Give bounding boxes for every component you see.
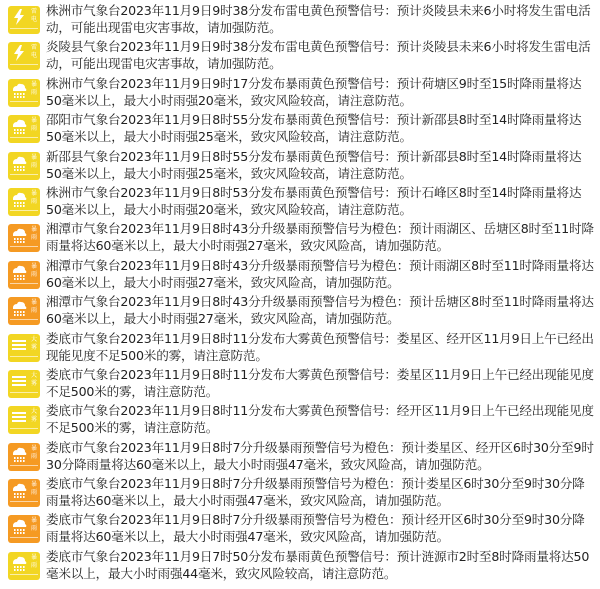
fog-icon (8, 406, 40, 434)
warning-text: 娄底市气象台2023年11月9日8时7分升级暴雨预警信号为橙色：预计娄星区、经开区6时30分至9时30分降雨量将达60毫米以上，最大小时雨强47毫米，致灾风险高，请加强防范。 (46, 439, 594, 472)
rainstorm-icon (8, 552, 40, 580)
badge-label: 暴雨 (30, 517, 37, 533)
badge-label: 雷电 (30, 44, 37, 60)
badge-label: 大雾 (30, 408, 37, 424)
warning-item[interactable] (0, 2, 600, 38)
warning-text: 邵阳市气象台2023年11月9日8时55分发布暴雨黄色预警信号：预计新邵县8时至14时降雨量将达50毫米以上，最大小时雨强25毫米，致灾风险较高，请注意防范。 (46, 112, 582, 145)
badge-label: 暴雨 (30, 299, 37, 315)
warning-text: 湘潭市气象台2023年11月9日8时43分升级暴雨预警信号为橙色：预计雨湖区8时至11时降雨量将达60毫米以上，最大小时雨强27毫米，致灾风险高，请加强防范。 (46, 257, 594, 290)
badge-label: 暴雨 (30, 444, 37, 460)
rainstorm-icon (8, 152, 40, 180)
warning-text: 湘潭市气象台2023年11月9日8时43分升级暴雨预警信号为橙色：预计岳塘区8时至11时降雨量将达60毫米以上，最大小时雨强27毫米，致灾风险高，请加强防范。 (46, 294, 594, 327)
warning-text: 株洲市气象台2023年11月9日8时53分发布暴雨黄色预警信号：预计石峰区8时至14时降雨量将达50毫米以上，最大小时雨强20毫米，致灾风险较高，请注意防范。 (46, 184, 582, 217)
warning-text: 娄底市气象台2023年11月9日8时7分升级暴雨预警信号为橙色：预计娄星区6时30分至9时30分降雨量将达60毫米以上，最大小时雨强47毫米，致灾风险高，请加强防范。 (46, 476, 585, 509)
rainstorm-icon (8, 79, 40, 107)
warning-item[interactable] (0, 293, 600, 329)
rainstorm-icon (8, 443, 40, 471)
rainstorm-icon (8, 479, 40, 507)
badge-label: 暴雨 (30, 262, 37, 278)
warning-item[interactable] (0, 184, 600, 220)
rainstorm-icon (8, 224, 40, 252)
fog-icon (8, 370, 40, 398)
warning-item[interactable] (0, 439, 600, 475)
warning-text: 娄底市气象台2023年11月9日7时50分发布暴雨黄色预警信号：预计涟源市2时至8时降雨量将达50毫米以上，最大小时雨强44毫米，致灾风险较高，请注意防范。 (46, 548, 590, 581)
warning-item[interactable] (0, 257, 600, 293)
rainstorm-icon (8, 115, 40, 143)
warning-item[interactable] (0, 366, 600, 402)
warning-item[interactable] (0, 511, 600, 547)
warning-text: 娄底市气象台2023年11月9日8时11分发布大雾黄色预警信号：经开区11月9日上午已经出现能见度不足500米的雾，请注意防范。 (46, 403, 594, 436)
badge-label: 暴雨 (30, 481, 37, 497)
thunder-icon (8, 42, 40, 70)
rainstorm-icon (8, 188, 40, 216)
rainstorm-icon (8, 515, 40, 543)
warning-text: 娄底市气象台2023年11月9日8时11分发布大雾黄色预警信号：娄星区、经开区11月9日上午已经出现能见度不足500米的雾，请注意防范。 (46, 330, 594, 363)
fog-icon (8, 334, 40, 362)
badge-label: 雷电 (30, 8, 37, 23)
badge-label: 大雾 (30, 371, 37, 387)
badge-label: 暴雨 (30, 117, 37, 133)
rainstorm-icon (8, 261, 40, 289)
warning-item[interactable] (0, 548, 600, 584)
warning-item[interactable] (0, 75, 600, 111)
warning-text: 株洲市气象台2023年11月9日9时17分发布暴雨黄色预警信号：预计荷塘区9时至15时降雨量将达50毫米以上，最大小时雨强20毫米，致灾风险较高，请注意防范。 (46, 75, 582, 108)
thunder-icon (8, 6, 40, 34)
warning-item[interactable] (0, 111, 600, 147)
warning-item[interactable] (0, 38, 600, 74)
warning-item[interactable] (0, 330, 600, 366)
badge-label: 暴雨 (30, 189, 37, 205)
badge-label: 暴雨 (30, 80, 37, 96)
warning-text: 娄底市气象台2023年11月9日8时7分升级暴雨预警信号为橙色：预计经开区6时30分至9时30分降雨量将达60毫米以上，最大小时雨强47毫米，致灾风险高，请加强防范。 (46, 512, 585, 545)
badge-label: 大雾 (30, 335, 37, 351)
warning-text: 娄底市气象台2023年11月9日8时11分发布大雾黄色预警信号：娄星区11月9日上午已经出现能见度不足500米的雾，请注意防范。 (46, 366, 594, 399)
badge-label: 暴雨 (30, 153, 37, 169)
warning-item[interactable] (0, 475, 600, 511)
warning-text: 株洲市气象台2023年11月9日9时38分发布雷电黄色预警信号：预计炎陵县未来6小时将发生雷电活动，可能出现雷电灾害事故，请加强防范。 (46, 3, 591, 35)
badge-label: 暴雨 (30, 553, 37, 569)
warning-text: 湘潭市气象台2023年11月9日8时43分升级暴雨预警信号为橙色：预计雨湖区、岳塘区8时至11时降雨量将达60毫米以上，最大小时雨强27毫米，致灾风险高，请加强防范。 (46, 221, 594, 254)
rainstorm-icon (8, 297, 40, 325)
warning-item[interactable] (0, 402, 600, 438)
badge-label: 暴雨 (30, 226, 37, 242)
warning-item[interactable] (0, 148, 600, 184)
warning-text: 新邵县气象台2023年11月9日8时55分发布暴雨黄色预警信号：预计新邵县8时至14时降雨量将达50毫米以上，最大小时雨强25毫米，致灾风险较高，请注意防范。 (46, 148, 582, 181)
warning-text: 炎陵县气象台2023年11月9日9时38分发布雷电黄色预警信号：预计炎陵县未来6小时将发生雷电活动，可能出现雷电灾害事故，请加强防范。 (46, 39, 591, 72)
warning-item[interactable] (0, 220, 600, 256)
